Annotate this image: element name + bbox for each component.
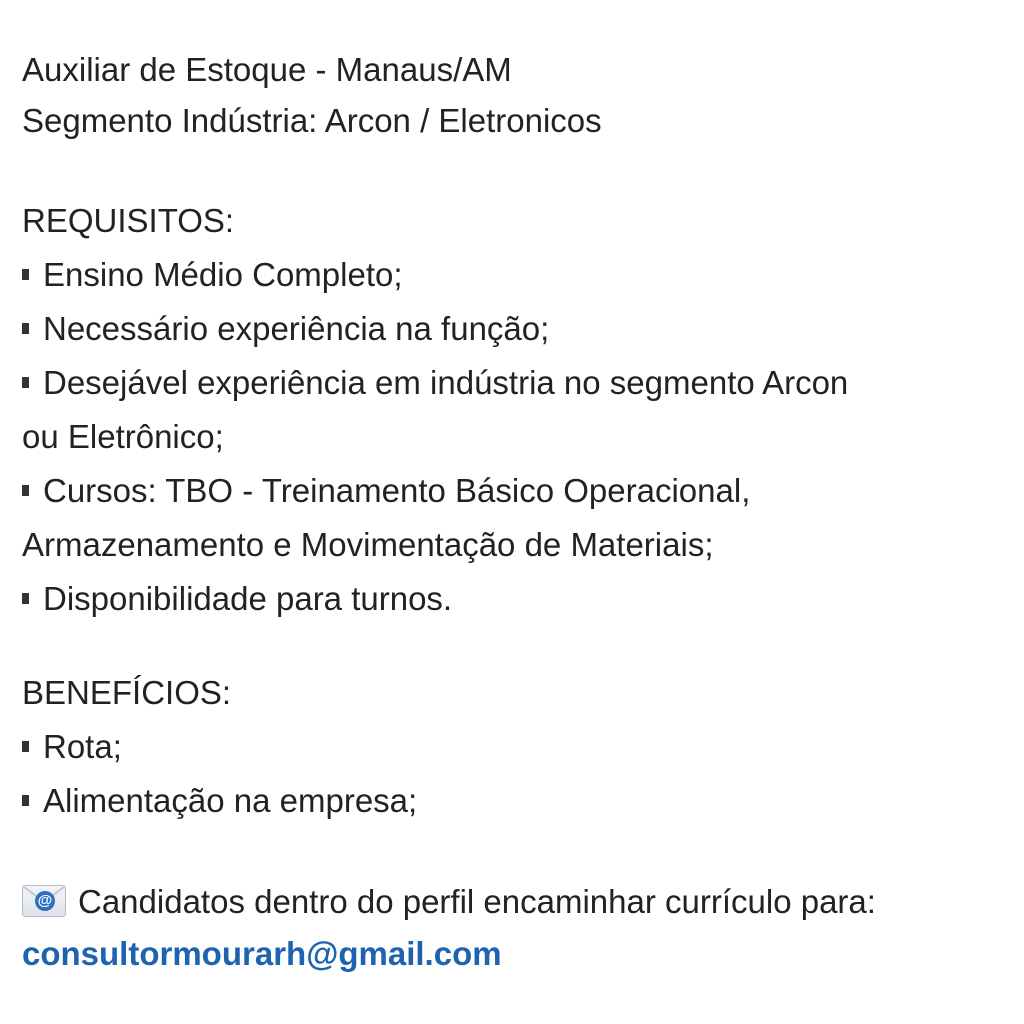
- spacer: [22, 828, 1004, 876]
- requirements-heading: REQUISITOS:: [22, 202, 235, 239]
- requirement-text: Cursos: TBO - Treinamento Básico Operacional,: [43, 472, 751, 509]
- benefit-text: Rota;: [43, 728, 122, 765]
- bullet-icon: [22, 485, 29, 496]
- requirement-text-continued: ou Eletrônico;: [22, 418, 224, 455]
- benefit-item: [22, 774, 1004, 828]
- bullet-icon: [22, 377, 29, 388]
- at-sign-icon: @: [35, 891, 55, 911]
- requirement-item: [22, 572, 1004, 626]
- requirement-text: Ensino Médio Completo;: [43, 256, 403, 293]
- spacer: [22, 146, 1004, 194]
- bullet-icon: [22, 269, 29, 280]
- requirement-item: [22, 356, 1004, 464]
- requirement-text: Desejável experiência em indústria no segmento Arcon: [43, 364, 849, 401]
- benefit-item: [22, 720, 1004, 774]
- bullet-icon: [22, 741, 29, 752]
- requirement-item: [22, 248, 1004, 302]
- industry-segment: Segmento Indústria: Arcon / Eletronicos: [22, 102, 602, 139]
- benefit-text: Alimentação na empresa;: [43, 782, 418, 819]
- requirement-item: [22, 302, 1004, 356]
- bullet-icon: [22, 593, 29, 604]
- job-title: Auxiliar de Estoque - Manaus/AM: [22, 51, 512, 88]
- requirement-text: Disponibilidade para turnos.: [43, 580, 453, 617]
- contact-line: [22, 876, 1004, 928]
- requirement-text-continued: Armazenamento e Movimentação de Materiais;: [22, 526, 714, 563]
- email-icon: [22, 885, 66, 917]
- email-link[interactable]: consultormourarh@gmail.com: [22, 935, 502, 972]
- bullet-icon: [22, 795, 29, 806]
- requirement-text: Necessário experiência na função;: [43, 310, 550, 347]
- benefits-heading: BENEFÍCIOS:: [22, 674, 232, 711]
- requirement-item: [22, 464, 1004, 572]
- spacer: [22, 626, 1004, 666]
- bullet-icon: [22, 323, 29, 334]
- contact-text: Candidatos dentro do perfil encaminhar currículo para:: [78, 883, 876, 920]
